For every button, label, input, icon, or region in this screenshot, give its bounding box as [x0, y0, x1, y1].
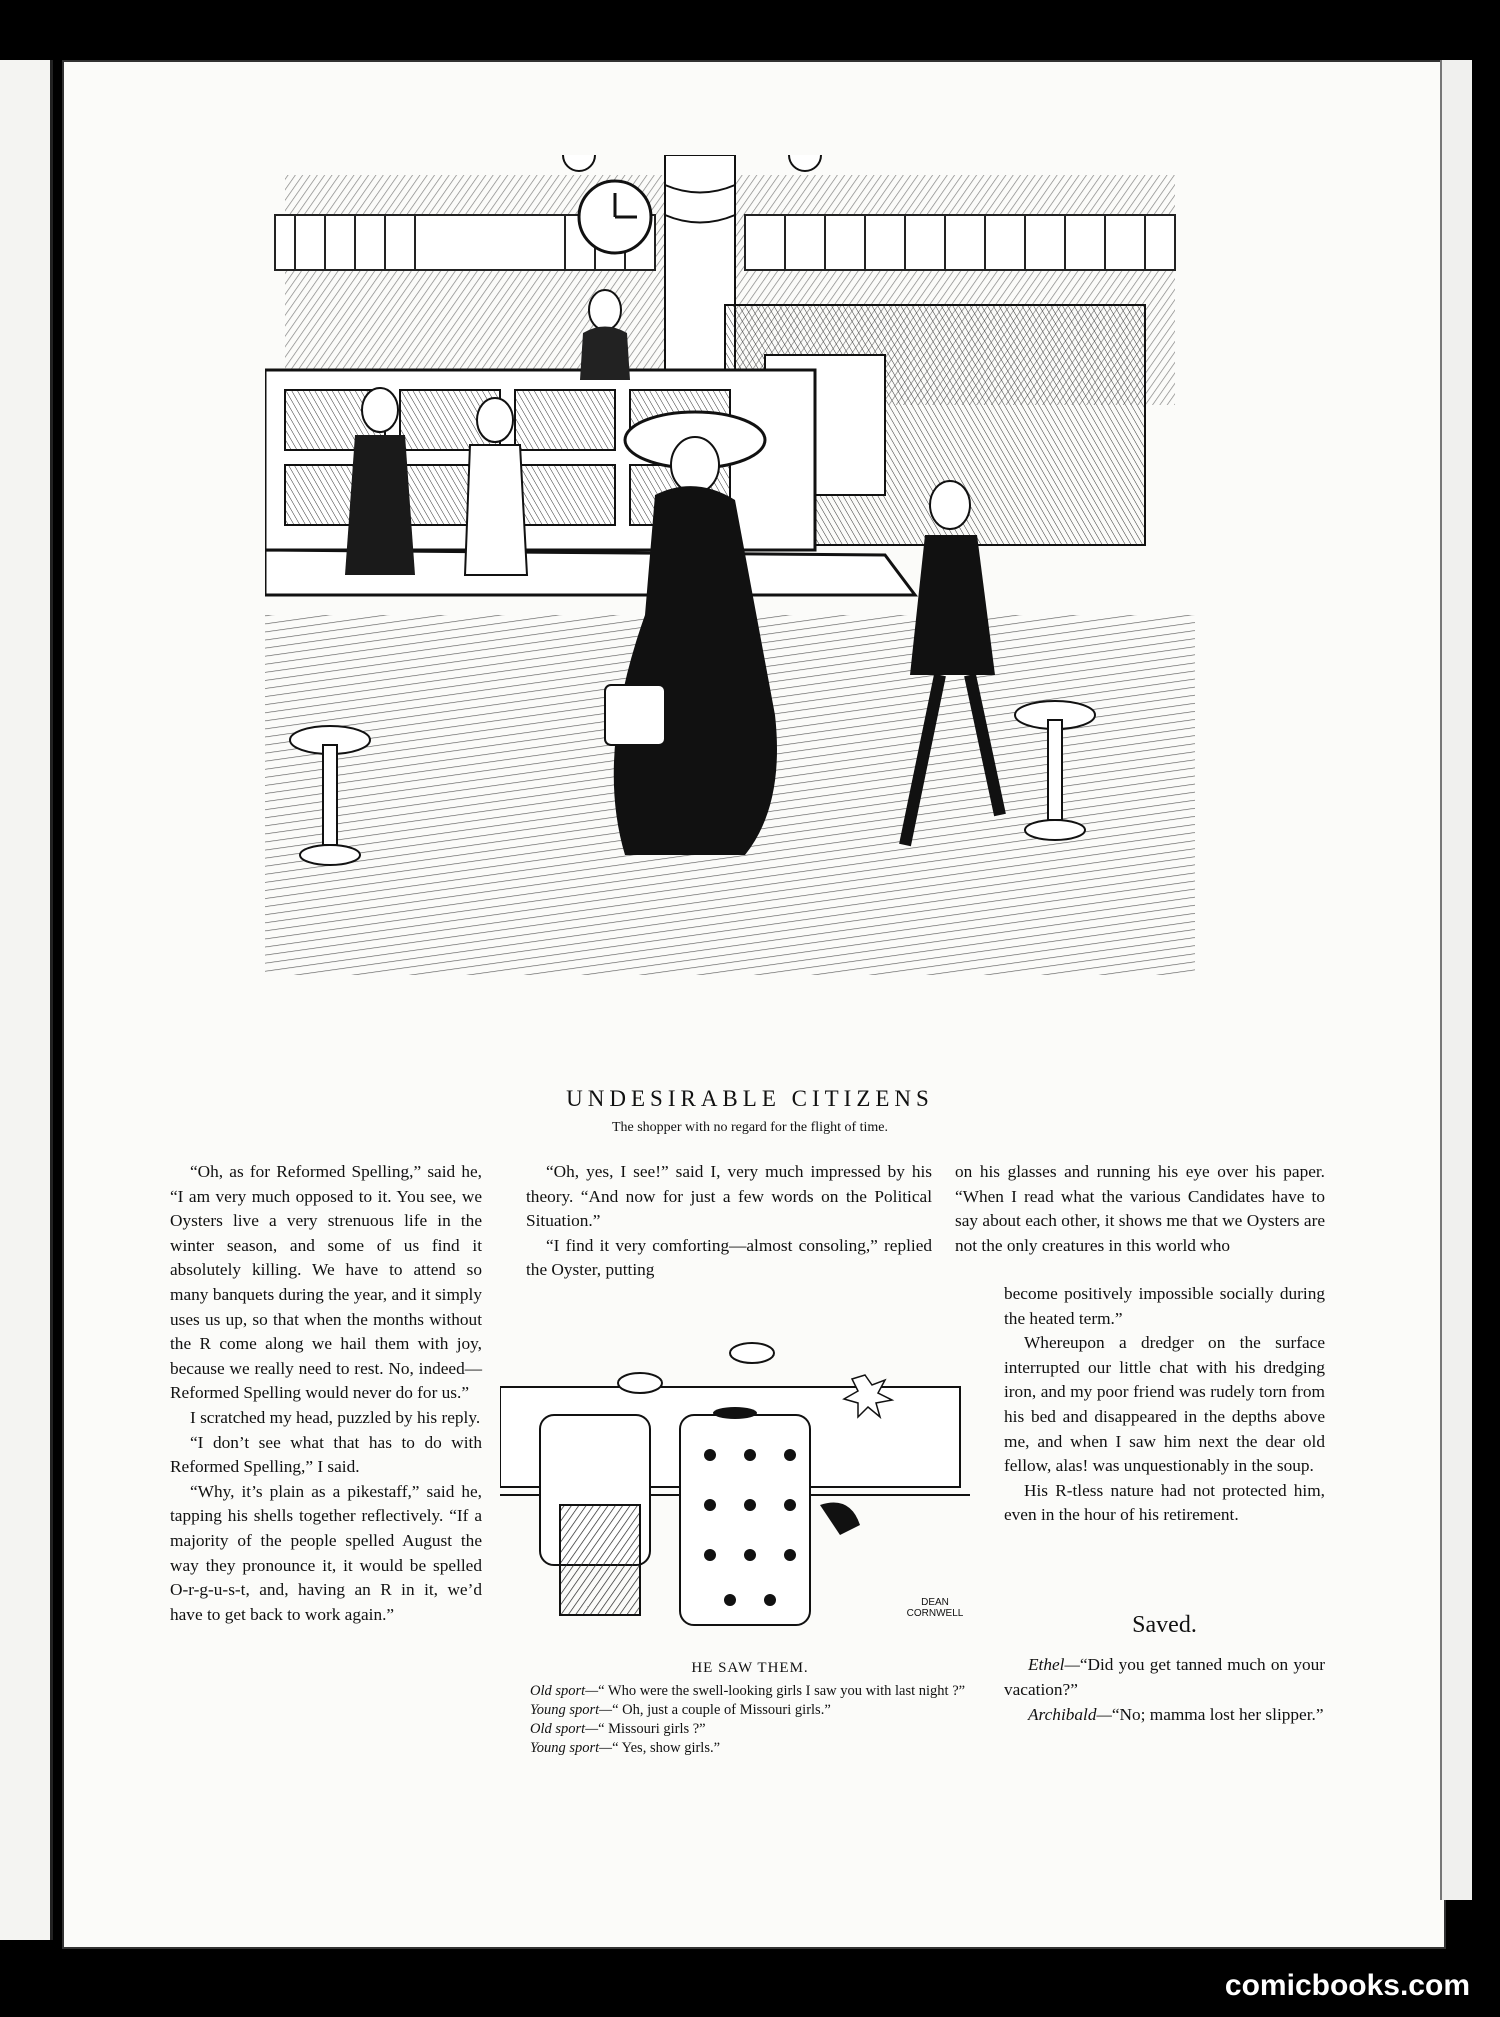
article-column-1 [170, 1160, 482, 1627]
cartoon-signature: DEAN CORNWELL [906, 1597, 964, 1619]
paragraph: His R-tless nature had not protected him, even in the hour of his retirement. [1004, 1480, 1325, 1525]
paragraph: “I find it very comforting—almost consoling,” replied the Oyster, putting [526, 1235, 932, 1280]
saved-joke [1004, 1652, 1325, 1727]
paragraph: “I don’t see what that has to do with Reformed Spelling,” I said. [170, 1432, 482, 1477]
paragraph: on his glasses and running his eye over his paper. “When I read what the various Candidates have to say about each other, it shows me that we Oysters are not the only creatures in this world who [955, 1162, 1325, 1255]
joke-line: Archibald—“No; mamma lost her slipper.” [1028, 1705, 1324, 1724]
illustration-caption: The shopper with no regard for the flight of time. [611, 1120, 889, 1135]
main-illustration [265, 155, 1195, 1075]
dialog-line: Young sport—“ Oh, just a couple of Missouri girls.” [530, 1702, 831, 1718]
article-column-2 [526, 1160, 932, 1283]
paragraph: become positively impossible socially during the heated term.” [1004, 1284, 1325, 1328]
dialog-line: Old sport—“ Who were the swell-looking girls I saw you with last night ?” [530, 1683, 966, 1699]
paragraph: “Why, it’s plain as a pikestaff,” said he, tapping his shells together reflectively. “If a majority of the people spelled August the way they pronounce it, it would be spelled O-r-g-u-s-t, and, having an R in it, we’d have to get back to work again.” [170, 1481, 482, 1624]
dialog-line: Young sport—“ Yes, show girls.” [530, 1740, 721, 1756]
cartoon-title: HE SAW THEM. [691, 1660, 809, 1676]
small-cartoon [500, 1335, 1000, 1647]
site-watermark: comicbooks.com [1224, 1969, 1470, 2002]
paragraph: Whereupon a dredger on the surface interrupted our little chat with his dredging iron, and my poor friend was rudely torn from his bed and disappeared in the depths above me, and when I saw him next the dear old fellow, alas! was unquestionably in the soup. [1004, 1333, 1325, 1476]
saved-heading: Saved. [1132, 1612, 1197, 1638]
paragraph: “Oh, yes, I see!” said I, very much impressed by his theory. “And now for just a few words on the Political Situation.” [526, 1162, 932, 1231]
cartoon-dialog [530, 1682, 1000, 1758]
article-column-3-top [955, 1160, 1325, 1258]
facing-page-edge [0, 60, 53, 1940]
dialog-line: Old sport—“ Missouri girls ?” [530, 1721, 706, 1737]
paragraph: “Oh, as for Reformed Spelling,” said he, “I am very much opposed to it. You see, we Oysters live a very strenuous life in the winter season, and some of us find it absolutely killing. We have to attend so many banquets during the year, and it simply uses us up, so that when the months without the R come along we hail them with joy, because we really need to rest. No, indeed—Reformed Spelling would never do for us.” [170, 1162, 482, 1403]
joke-line: Ethel—“Did you get tanned much on your vacation?” [1004, 1655, 1325, 1699]
illustration-title: UNDESIRABLE CITIZENS [566, 1086, 934, 1111]
paragraph: I scratched my head, puzzled by his reply. [190, 1407, 481, 1427]
article-column-3 [1004, 1282, 1325, 1528]
page-stack-edge [1440, 60, 1472, 1900]
